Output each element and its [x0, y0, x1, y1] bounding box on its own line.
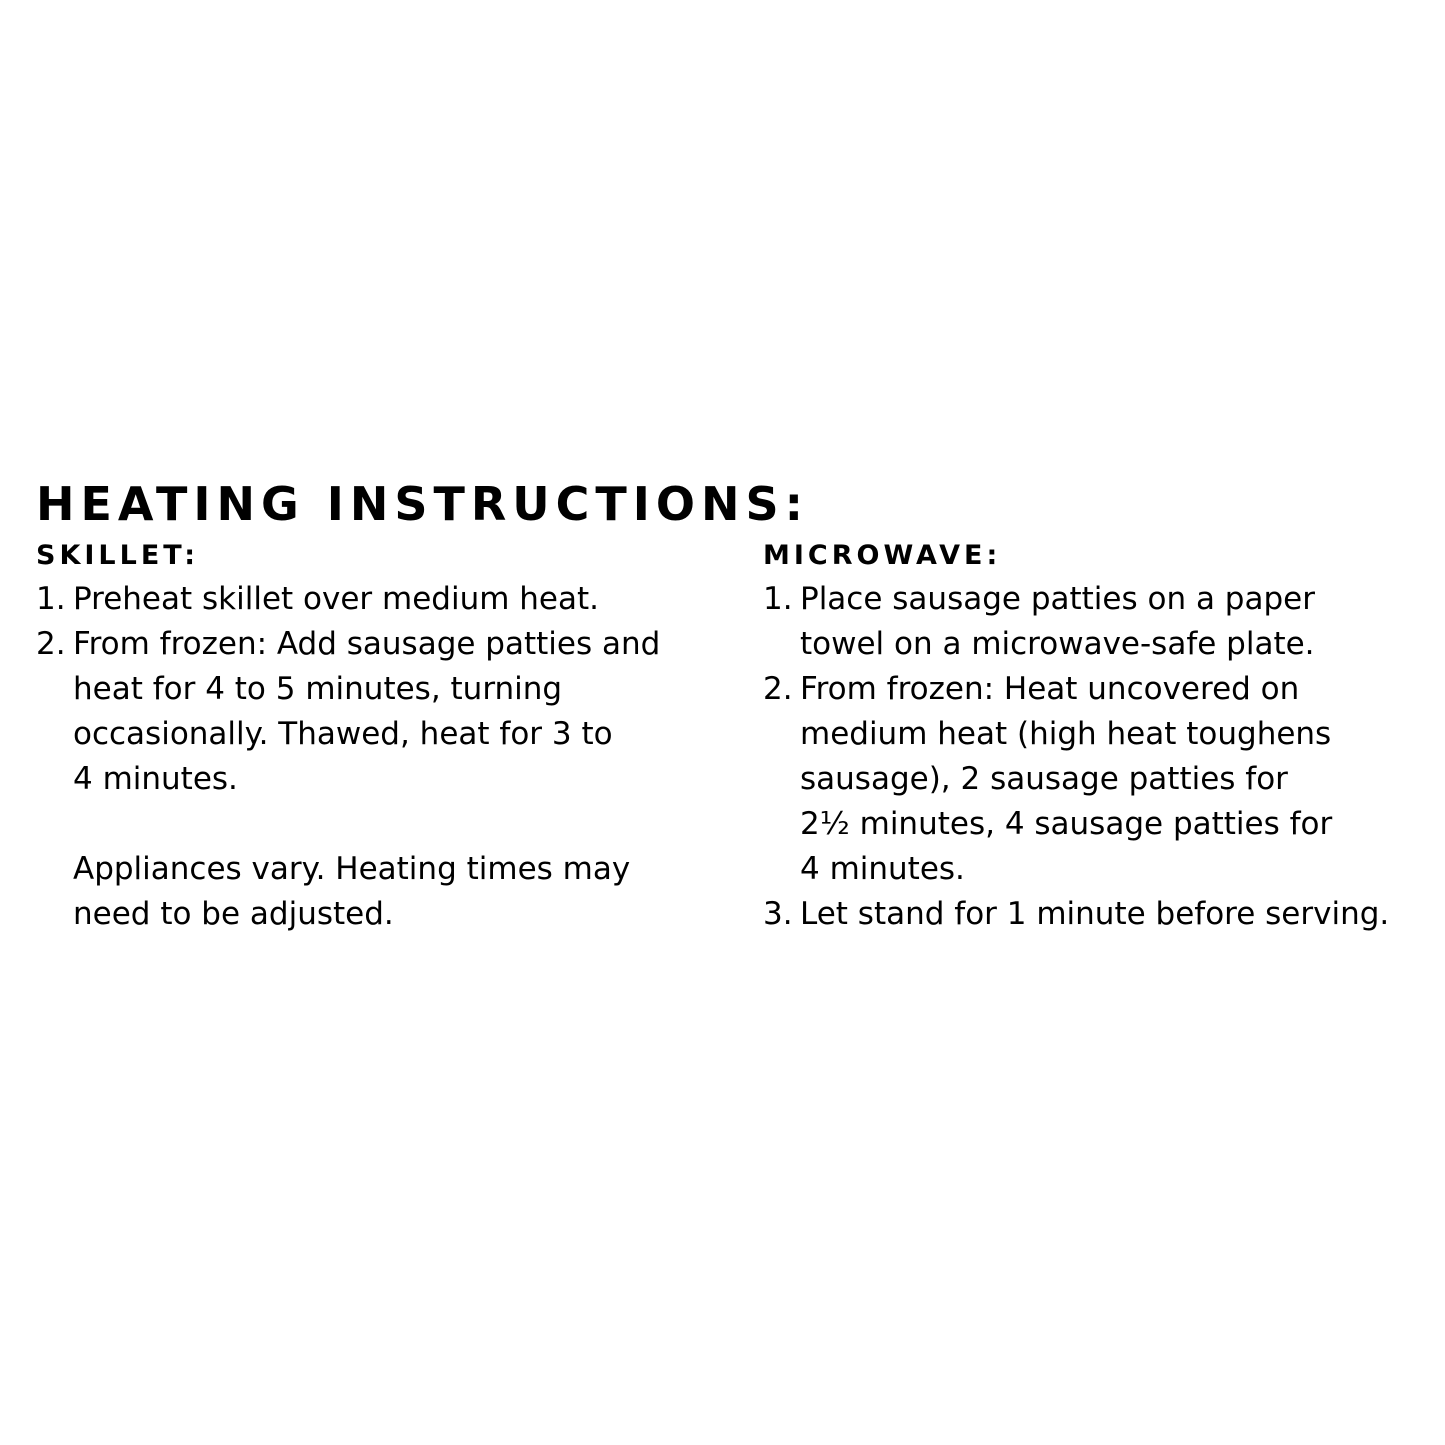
- microwave-section: [763, 537, 1423, 937]
- page-title: HEATING INSTRUCTIONS:: [36, 477, 809, 531]
- appliance-note: Appliances vary. Heating times may need to be adjusted.: [73, 851, 631, 932]
- microwave-step-1: [763, 577, 1423, 667]
- step-number: 1.: [763, 581, 793, 617]
- step-text: From frozen: Heat uncovered on medium heat (high heat toughens sausage), 2 sausage patties for 2½ minutes, 4 sausage patties for 4 minutes.: [800, 671, 1333, 887]
- step-text: Let stand for 1 minute before serving.: [800, 896, 1390, 932]
- microwave-step-2: [763, 667, 1423, 892]
- skillet-step-1: [36, 577, 716, 622]
- skillet-section: [36, 537, 716, 937]
- step-text: From frozen: Add sausage patties and heat for 4 to 5 minutes, turning occasionally. Thawed, heat for 3 to 4 minutes.: [73, 626, 661, 797]
- step-text: Preheat skillet over medium heat.: [73, 581, 600, 617]
- step-number: 2.: [763, 671, 793, 707]
- microwave-heading: MICROWAVE:: [763, 540, 1002, 571]
- step-number: 1.: [36, 581, 66, 617]
- skillet-heading: SKILLET:: [36, 540, 200, 571]
- skillet-step-2: [36, 622, 716, 802]
- step-text: Place sausage patties on a paper towel on a microwave-safe plate.: [800, 581, 1315, 662]
- step-number: 3.: [763, 896, 793, 932]
- step-number: 2.: [36, 626, 66, 662]
- microwave-step-3: [763, 892, 1423, 937]
